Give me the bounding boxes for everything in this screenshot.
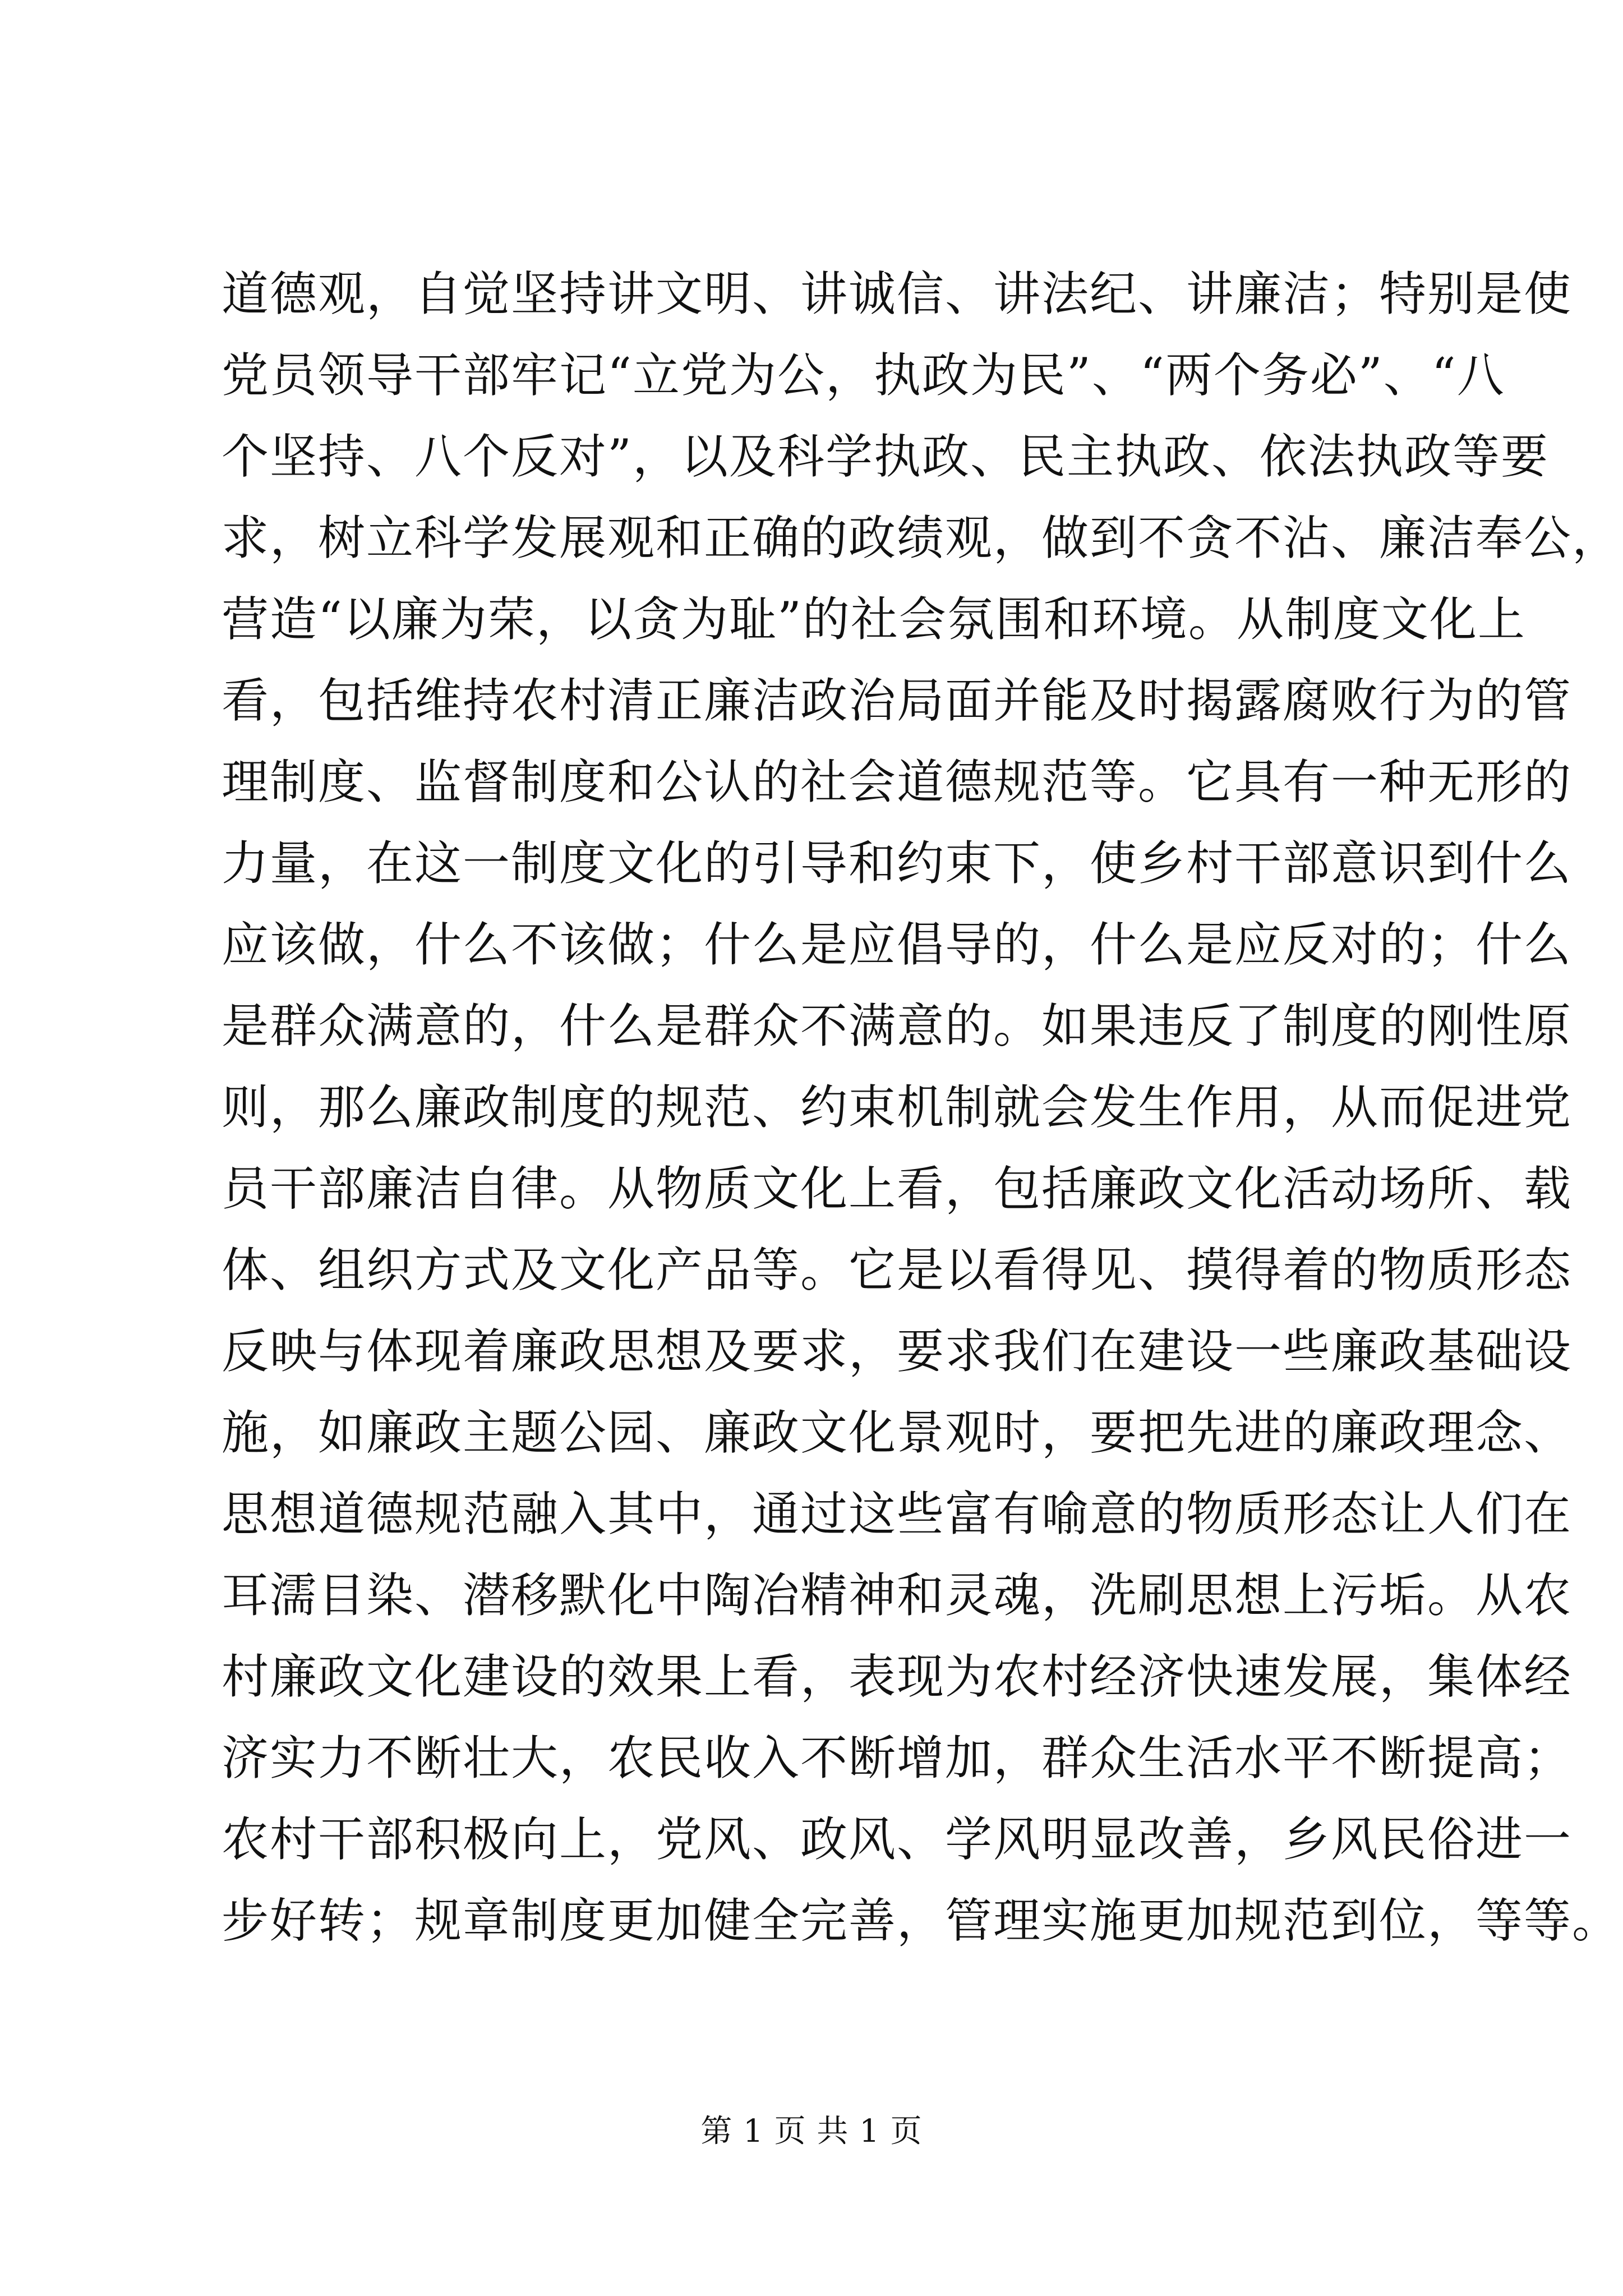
text-line: 思想道德规范融入其中，通过这些富有喻意的物质形态让人们在 [222,1487,1573,1542]
body-paragraph [222,254,1621,1962]
text-line: 是群众满意的，什么是群众不满意的。如果违反了制度的刚性原 [222,999,1573,1053]
text-line: 反映与体现着廉政思想及要求，要求我们在建设一些廉政基础设 [222,1324,1573,1379]
text-line: 党员领导干部牢记“立党为公，执政为民”、“两个务必”、“八 [222,348,1505,403]
text-line: 求，树立科学发展观和正确的政绩观，做到不贪不沾、廉洁奉公， [222,510,1621,565]
text-line: 耳濡目染、潜移默化中陶冶精神和灵魂，洗刷思想上污垢。从农 [222,1568,1573,1623]
text-line: 道德观，自觉坚持讲文明、讲诚信、讲法纪、讲廉洁；特别是使 [222,266,1573,321]
text-line: 个坚持、八个反对”，以及科学执政、民主执政、依法执政等要 [222,429,1549,484]
text-line: 营造“以廉为荣，以贪为耻”的社会氛围和环境。从制度文化上 [222,592,1526,647]
text-line: 济实力不断壮大，农民收入不断增加，群众生活水平不断提高； [222,1731,1573,1786]
text-line: 村廉政文化建设的效果上看，表现为农村经济快速发展，集体经 [222,1649,1573,1704]
text-line: 看，包括维持农村清正廉洁政治局面并能及时揭露腐败行为的管 [222,673,1573,728]
page-number-label: 第 1 页 共 1 页 [700,2113,923,2150]
text-line: 农村干部积极向上，党风、政风、学风明显改善，乡风民俗进一 [222,1812,1573,1867]
text-line: 施，如廉政主题公园、廉政文化景观时，要把先进的廉政理念、 [222,1405,1573,1460]
text-line: 体、组织方式及文化产品等。它是以看得见、摸得着的物质形态 [222,1243,1573,1297]
text-line: 力量，在这一制度文化的引导和约束下，使乡村干部意识到什么 [222,836,1573,891]
text-line: 则，那么廉政制度的规范、约束机制就会发生作用，从而促进党 [222,1080,1573,1135]
text-line: 员干部廉洁自律。从物质文化上看，包括廉政文化活动场所、载 [222,1161,1573,1216]
text-line: 理制度、监督制度和公认的社会道德规范等。它具有一种无形的 [222,754,1573,809]
text-line: 应该做，什么不该做；什么是应倡导的，什么是应反对的；什么 [222,917,1573,972]
text-line: 步好转；规章制度更加健全完善，管理实施更加规范到位，等等。 [222,1893,1621,1948]
page-footer [0,2109,1623,2154]
